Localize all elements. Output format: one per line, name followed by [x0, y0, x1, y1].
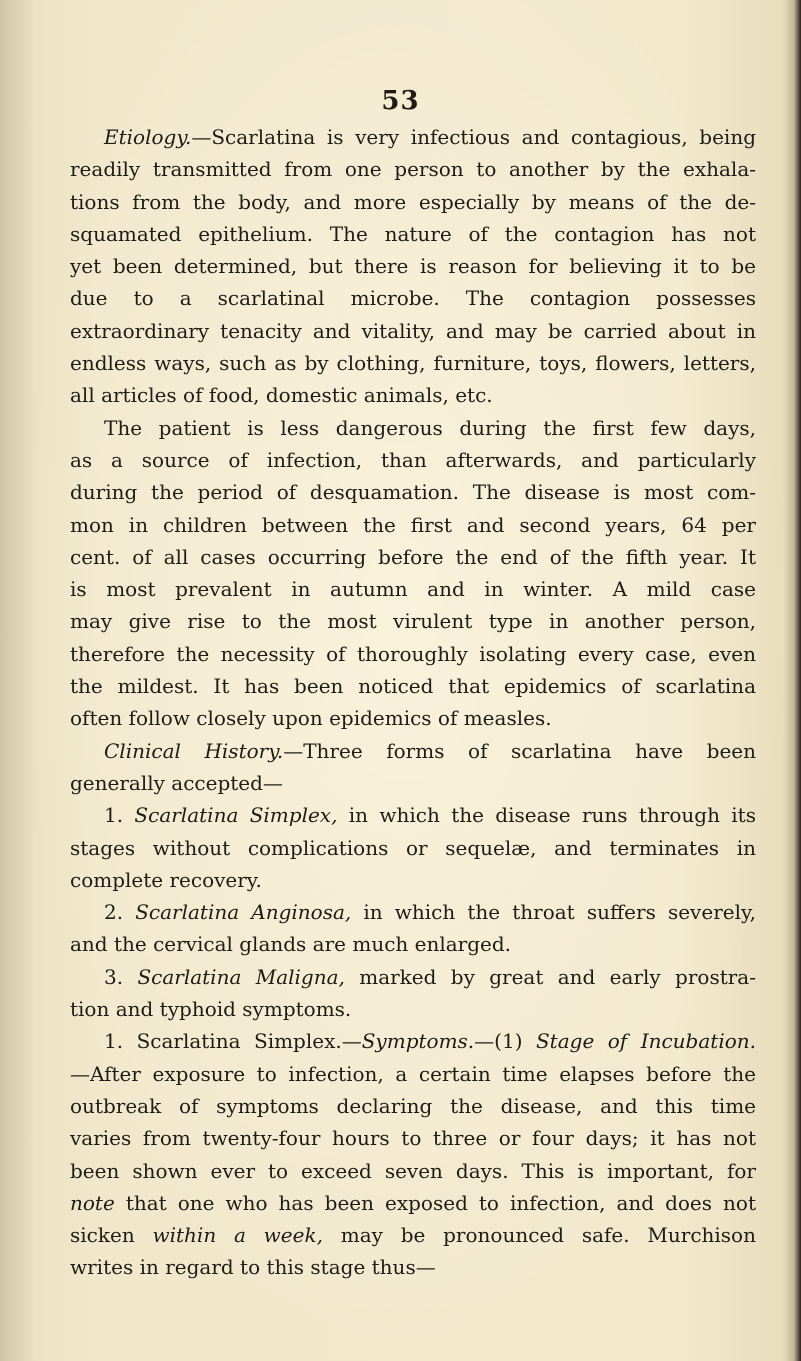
text-line: [70, 1187, 756, 1219]
text-line: [70, 896, 756, 928]
text-segment: writes in regard to this stage thus—: [70, 1255, 436, 1280]
text-line: [70, 735, 756, 767]
text-line: [70, 1122, 756, 1154]
text-segment: The patient is less dangerous during the first few days,: [104, 415, 756, 440]
text-line: [70, 315, 756, 347]
text-segment: may be pronounced safe. Murchison: [322, 1223, 756, 1248]
text-segment: 1.: [104, 803, 135, 828]
text-segment: —(1): [474, 1029, 536, 1054]
text-segment: —Scarlatina is very infectious and contagious, being: [191, 125, 756, 149]
text-line: [70, 605, 756, 637]
body-text: [70, 121, 756, 1284]
text-segment: therefore the necessity of thoroughly isolating every case, even: [70, 641, 756, 666]
text-line: [70, 1155, 756, 1187]
text-segment: tions from the body, and more especially by means of the de-: [70, 189, 756, 214]
text-line: [70, 832, 756, 864]
text-line: [70, 444, 756, 476]
page-number: 53: [381, 86, 420, 116]
text-segment: 1. Scarlatina Simplex.—: [104, 1029, 362, 1054]
text-line: [70, 702, 756, 734]
italic-text: Clinical History.: [104, 738, 284, 763]
text-line: [70, 1025, 756, 1057]
text-line: [70, 864, 756, 896]
text-segment: all articles of food, domestic animals, etc.: [70, 383, 493, 408]
text-segment: marked by great and early prostra-: [344, 964, 756, 989]
text-segment: —Three forms of scarlatina have been: [283, 738, 756, 763]
text-line: [70, 573, 756, 605]
text-line: [70, 218, 756, 250]
italic-text: within a week,: [152, 1223, 323, 1248]
text-line: [70, 509, 756, 541]
text-segment: varies from twenty-four hours to three or four days; it has not: [70, 1126, 756, 1151]
text-line: [70, 186, 756, 218]
text-segment: 3.: [104, 964, 138, 989]
text-segment: cent. of all cases occurring before the end of the fifth year. It: [70, 544, 756, 569]
text-line: [70, 1251, 756, 1283]
text-segment: sicken: [70, 1223, 153, 1248]
text-segment: tion and typhoid symptoms.: [70, 997, 352, 1022]
text-segment: may give rise to the most virulent type in another person,: [70, 609, 756, 634]
italic-text: Scarlatina Anginosa,: [135, 900, 352, 925]
text-segment: squamated epithelium. The nature of the contagion has not: [70, 221, 756, 246]
text-segment: is most prevalent in autumn and in winter. A mild case: [70, 577, 756, 602]
text-line: [70, 961, 756, 993]
text-segment: in which the throat suffers severely,: [351, 900, 756, 925]
text-segment: 2.: [104, 900, 136, 925]
text-segment: mon in children between the first and second years, 64 per: [70, 512, 756, 537]
text-line: [70, 121, 756, 153]
text-segment: stages without complications or sequelæ, and terminates in: [70, 835, 756, 860]
text-line: [70, 799, 756, 831]
text-line: [70, 153, 756, 185]
text-line: [70, 1058, 756, 1090]
italic-text: Etiology.: [104, 125, 192, 149]
italic-text: Stage of Incubation.: [535, 1029, 756, 1054]
text-segment: and the cervical glands are much enlarged.: [70, 932, 512, 957]
italic-text: Scarlatina Simplex,: [134, 803, 338, 828]
text-segment: complete recovery.: [70, 867, 262, 892]
text-segment: extraordinary tenacity and vitality, and may be carried about in: [70, 318, 756, 343]
text-line: [70, 541, 756, 573]
text-line: [70, 1090, 756, 1122]
text-segment: as a source of infection, than afterwards, and particularly: [70, 447, 756, 472]
text-segment: outbreak of symptoms declaring the disease, and this time: [70, 1093, 756, 1118]
text-line: [70, 993, 756, 1025]
page-edge: [783, 0, 801, 1361]
text-line: [70, 638, 756, 670]
text-line: [70, 250, 756, 282]
text-line: [70, 282, 756, 314]
text-line: [70, 928, 756, 960]
text-line: [70, 347, 756, 379]
text-segment: generally accepted—: [70, 770, 283, 795]
text-segment: been shown ever to exceed seven days. This is important, for: [70, 1158, 756, 1183]
italic-text: Scarlatina Maligna,: [137, 964, 345, 989]
text-segment: during the period of desquamation. The disease is most com-: [70, 480, 756, 505]
text-segment: endless ways, such as by clothing, furniture, toys, flowers, letters,: [70, 351, 756, 376]
text-line: [70, 379, 756, 411]
text-segment: due to a scarlatinal microbe. The contagion possesses: [70, 286, 756, 311]
text-segment: the mildest. It has been noticed that epidemics of scarlatina: [70, 674, 756, 699]
text-segment: —After exposure to infection, a certain time elapses before the: [70, 1061, 756, 1086]
text-segment: that one who has been exposed to infection, and does not: [114, 1190, 756, 1215]
page-gutter-shadow: [0, 0, 36, 1361]
text-line: [70, 767, 756, 799]
text-line: [70, 412, 756, 444]
text-segment: yet been determined, but there is reason for believing it to be: [70, 254, 756, 279]
text-segment: readily transmitted from one person to another by the exhala-: [70, 157, 756, 182]
text-line: [70, 476, 756, 508]
text-segment: in which the disease runs through its: [337, 803, 756, 828]
italic-text: Symptoms.: [361, 1029, 475, 1054]
text-segment: often follow closely upon epidemics of measles.: [70, 706, 552, 731]
text-line: [70, 670, 756, 702]
italic-text: note: [70, 1190, 115, 1215]
text-line: [70, 1219, 756, 1251]
